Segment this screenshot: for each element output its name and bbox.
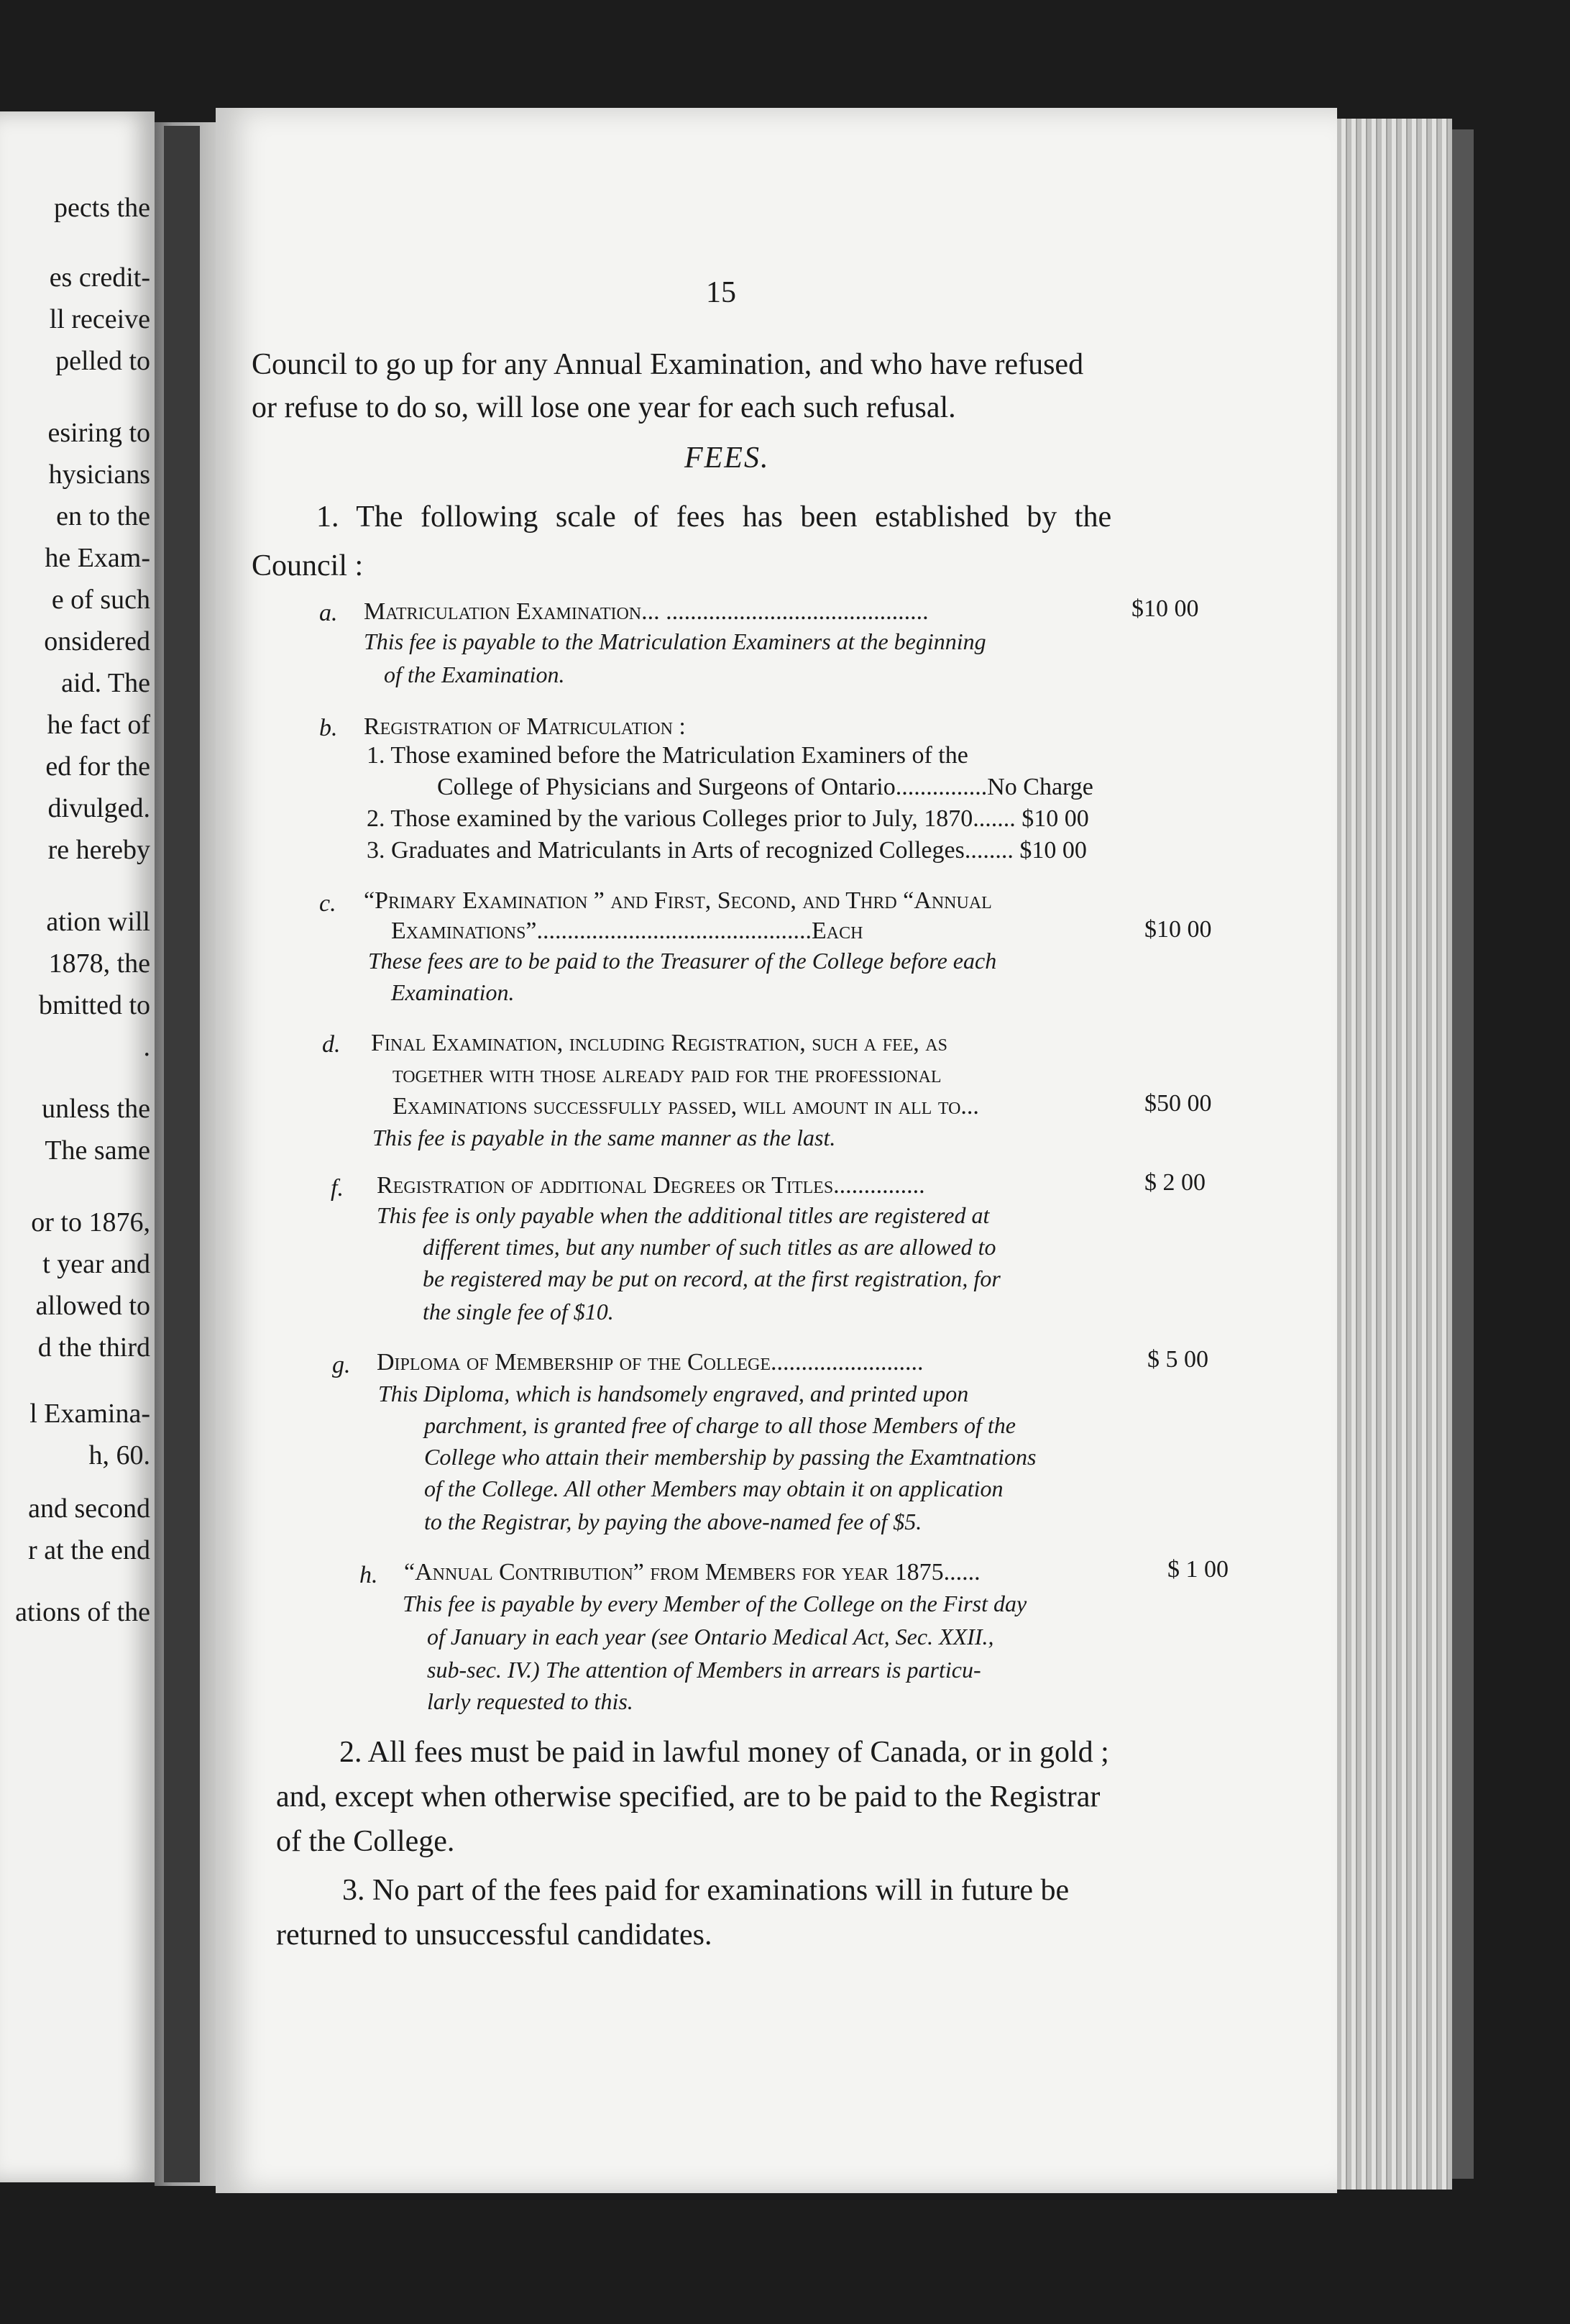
item-letter: f. — [331, 1175, 344, 1202]
paragraph-1-line: 1. The following scale of fees has been established by the — [316, 500, 1112, 534]
fee-note: different times, but any number of such titles as are allowed to — [423, 1234, 996, 1260]
paragraph-3-line: returned to unsuccessful candidates. — [276, 1918, 712, 1952]
fee-note: This fee is only payable when the additional titles are registered at — [377, 1202, 990, 1228]
fee-item-title: Examinations successfully passed, will amount in all to... — [392, 1093, 979, 1120]
fee-note: College who attain their membership by passing the Examtnations — [424, 1444, 1037, 1470]
page-edges — [1337, 119, 1452, 2190]
fee-note: This Diploma, which is handsomely engraved, and printed upon — [378, 1381, 969, 1406]
fee-item-title: together with those already paid for the professional — [392, 1061, 942, 1088]
left-page-text: ation will — [46, 907, 150, 937]
left-page-text: ations of the — [15, 1597, 150, 1627]
left-page-text: divulged. — [47, 793, 150, 823]
fee-price: $50 00 — [1144, 1090, 1212, 1117]
left-page-text: or to 1876, — [31, 1207, 150, 1238]
left-page-text: en to the — [56, 501, 150, 531]
left-page-text: he Exam- — [45, 543, 150, 573]
left-page-text: t year and — [42, 1249, 150, 1279]
gutter-shadow — [164, 126, 200, 2182]
item-letter: c. — [319, 890, 336, 917]
fee-price: $ 2 00 — [1144, 1169, 1206, 1196]
left-page-text: d the third — [37, 1332, 150, 1363]
fee-note: larly requested to this. — [427, 1688, 633, 1714]
intro-line: Council to go up for any Annual Examination, and who have refused — [252, 348, 1084, 381]
paragraph-3-line: 3. No part of the fees paid for examinations will in future be — [342, 1874, 1070, 1907]
fee-note: This fee is payable by every Member of the College on the First day — [403, 1591, 1027, 1616]
left-page-text: pects the — [53, 193, 150, 223]
fee-note: sub-sec. IV.) The attention of Members in arrears is particu- — [427, 1657, 981, 1683]
left-page-text: allowed to — [35, 1291, 150, 1321]
left-page-text: . — [143, 1032, 150, 1062]
left-page-text: h, 60. — [88, 1440, 150, 1470]
fee-item-title: Registration of Matriculation : — [364, 713, 686, 740]
page-edges-shadow — [1452, 129, 1474, 2179]
fee-note: parchment, is granted free of charge to all those Members of the — [424, 1412, 1016, 1438]
fee-note: to the Registrar, by paying the above-named fee of $5. — [424, 1509, 922, 1534]
left-page-text: es credit- — [49, 262, 150, 293]
left-page-text: e of such — [51, 585, 150, 615]
item-letter: a. — [319, 600, 338, 626]
section-heading-fees: FEES. — [684, 442, 770, 475]
fee-item-title: Diploma of Membership of the College......................... — [377, 1349, 924, 1376]
fee-item-title: Matriculation Examination... ........................................... — [364, 598, 929, 625]
fee-subitem: 2. Those examined by the various Colleges prior to July, 1870....... $10 00 — [367, 805, 1089, 832]
fee-subitem: 3. Graduates and Matriculants in Arts of recognized Colleges........ $10 00 — [367, 837, 1087, 864]
fee-price: $10 00 — [1131, 595, 1199, 622]
paragraph-1-line: Council : — [252, 549, 364, 582]
fee-note: be registered may be put on record, at the first registration, for — [423, 1266, 1001, 1291]
fee-item-title: “Annual Contribution” from Members for year 1875...... — [404, 1559, 981, 1586]
left-page-text: re hereby — [47, 835, 150, 865]
fee-price: $10 00 — [1144, 916, 1212, 943]
fee-price: $ 5 00 — [1147, 1346, 1208, 1373]
item-letter: b. — [319, 715, 338, 741]
page-number: 15 — [706, 276, 736, 309]
left-page-text: unless the — [42, 1094, 150, 1124]
item-letter: d. — [322, 1031, 341, 1058]
fee-note: of January in each year (see Ontario Medical Act, Sec. XXII., — [427, 1624, 994, 1650]
left-page-text: pelled to — [55, 346, 150, 376]
paragraph-2-line: and, except when otherwise specified, are to be paid to the Registrar — [276, 1780, 1101, 1813]
left-page-text: ll receive — [49, 304, 150, 334]
fee-note: of the College. All other Members may obtain it on application — [424, 1476, 1004, 1501]
intro-line: or refuse to do so, will lose one year for each such refusal. — [252, 391, 956, 424]
left-page-text: l Examina- — [29, 1399, 150, 1429]
left-page-text: and second — [28, 1493, 150, 1524]
item-letter: g. — [332, 1352, 351, 1378]
fee-note: This fee is payable in the same manner as the last. — [372, 1125, 836, 1150]
left-page-text: bmitted to — [38, 990, 150, 1020]
left-page — [0, 111, 155, 2182]
fee-note: These fees are to be paid to the Treasurer of the College before each — [368, 948, 997, 974]
left-page-text: esiring to — [47, 418, 150, 448]
fee-price: $ 1 00 — [1167, 1556, 1229, 1583]
left-page-text: onsidered — [44, 626, 150, 657]
fee-item-title: Final Examination, including Registration, such a fee, as — [371, 1030, 947, 1056]
left-page-text: ed for the — [45, 751, 150, 782]
fee-note: Examination. — [391, 979, 515, 1005]
fee-item-title: Registration of additional Degrees or Titles............... — [377, 1172, 925, 1199]
fee-item-title: “Primary Examination ” and First, Second, and Thrd “Annual — [364, 887, 992, 914]
fee-note: This fee is payable to the Matriculation Examiners at the beginning — [364, 628, 986, 654]
left-page-text: The same — [45, 1135, 150, 1166]
fee-subitem: College of Physicians and Surgeons of Ontario...............No Charge — [437, 774, 1093, 800]
paragraph-2-line: 2. All fees must be paid in lawful money of Canada, or in gold ; — [339, 1736, 1109, 1769]
fee-note: the single fee of $10. — [423, 1299, 614, 1325]
paragraph-2-line: of the College. — [276, 1825, 455, 1858]
fee-note: of the Examination. — [384, 662, 565, 687]
left-page-text: r at the end — [28, 1535, 150, 1565]
left-page-text: hysicians — [48, 459, 150, 490]
left-page-text: 1878, the — [48, 948, 150, 979]
left-page-text: he fact of — [47, 710, 150, 740]
fee-subitem: 1. Those examined before the Matriculation Examiners of the — [367, 742, 968, 769]
fee-item-title: Examinations”.............................................Each — [391, 918, 863, 944]
left-page-text: aid. The — [61, 668, 150, 698]
item-letter: h. — [359, 1562, 378, 1588]
